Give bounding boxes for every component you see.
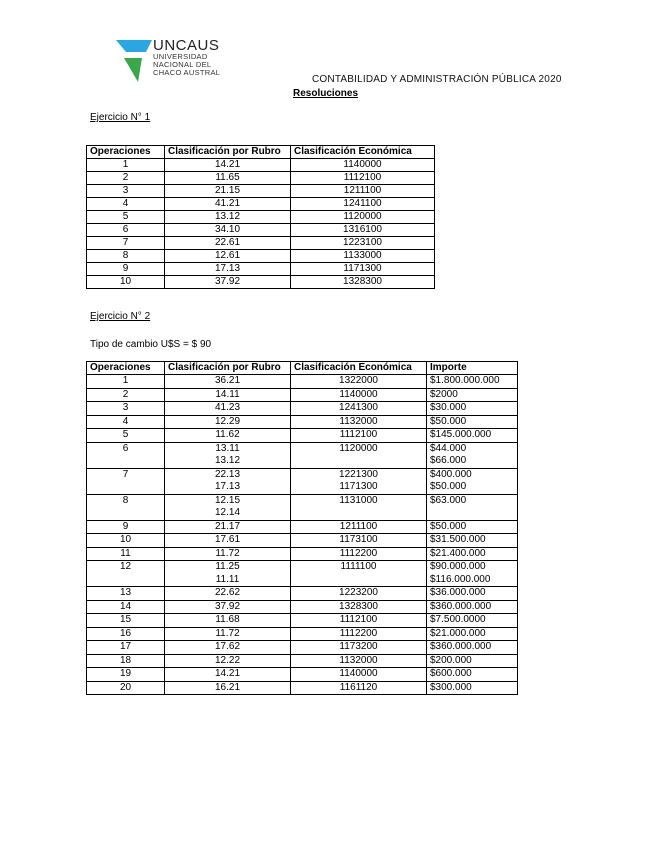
cell-line: 12.29: [214, 415, 241, 427]
cell-line: 1328300: [339, 600, 378, 612]
cell-operacion: 5: [87, 211, 165, 224]
course-title: CONTABILIDAD Y ADMINISTRACIÓN PÚBLICA 2020: [312, 74, 562, 85]
cell-importe: [427, 494, 518, 520]
cell-economica: [291, 494, 427, 520]
cell-line: $400.000: [430, 468, 472, 480]
cell-economica: [291, 468, 427, 494]
cell-line: 1132000: [339, 415, 378, 427]
cell-line: 1173200: [339, 641, 378, 652]
cell-line: 1132000: [339, 654, 378, 666]
cell-operacion: [87, 534, 165, 548]
cell-line: 11.72: [215, 627, 240, 639]
cell-line: 16.21: [214, 681, 241, 693]
cell-line: 3: [122, 402, 129, 413]
cell-operacion: [87, 520, 165, 534]
table-row: [87, 211, 435, 224]
table-row: [87, 172, 435, 185]
col-header-economica: Clasificación Económica: [291, 362, 427, 375]
cell-line: $1.800.000.000: [430, 375, 500, 386]
cell-rubro: [165, 415, 291, 429]
cell-rubro: [165, 494, 291, 520]
cell-rubro: [165, 388, 291, 402]
cell-importe: [427, 654, 518, 668]
cell-line: 11.11: [215, 573, 240, 585]
col-header-rubro: Clasificación por Rubro: [165, 146, 291, 159]
exercise-2-table: [86, 361, 518, 695]
cell-rubro: [165, 402, 291, 416]
cell-operacion: [87, 468, 165, 494]
cell-operacion: [87, 654, 165, 668]
table-row: [87, 224, 435, 237]
cell-line: 8: [122, 494, 129, 506]
cell-operacion: 4: [87, 198, 165, 211]
table-header-row: [87, 362, 518, 375]
cell-line: 1241300: [339, 402, 378, 413]
cell-line: $36.000.000: [430, 587, 486, 598]
cell-line: 41.23: [214, 402, 241, 413]
cell-operacion: [87, 494, 165, 520]
cell-line: $31.500.000: [430, 534, 486, 545]
cell-line: 14.11: [215, 388, 240, 400]
table-row: [87, 587, 518, 601]
cell-rubro: [165, 468, 291, 494]
cell-economica: 1133000: [291, 250, 435, 263]
cell-economica: [291, 375, 427, 389]
cell-economica: [291, 681, 427, 695]
cell-line: 12.22: [214, 654, 241, 666]
cell-line: 1112100: [339, 429, 378, 440]
cell-operacion: [87, 402, 165, 416]
cell-importe: [427, 641, 518, 655]
cell-line: 10: [119, 534, 132, 545]
cell-economica: [291, 442, 427, 468]
table-row: [87, 520, 518, 534]
cell-rubro: 17.13: [165, 263, 291, 276]
cell-economica: 1120000: [291, 211, 435, 224]
cell-operacion: [87, 442, 165, 468]
cell-line: 22.13: [214, 468, 241, 480]
cell-importe: [427, 587, 518, 601]
cell-operacion: [87, 641, 165, 655]
table-row: [87, 547, 518, 561]
cell-importe: [427, 681, 518, 695]
cell-rubro: [165, 442, 291, 468]
cell-operacion: [87, 561, 165, 587]
exercise-1-table: [86, 145, 435, 289]
cell-rubro: 41.21: [165, 198, 291, 211]
cell-line: 14.21: [214, 668, 241, 679]
cell-economica: 1316100: [291, 224, 435, 237]
cell-rubro: [165, 668, 291, 682]
cell-line: 11.72: [215, 547, 240, 559]
cell-rubro: 37.92: [165, 276, 291, 289]
cell-line: 1223200: [339, 587, 378, 598]
cell-line: 22.62: [214, 587, 241, 598]
university-logo: [116, 38, 236, 84]
cell-line: 1111100: [340, 561, 377, 572]
cell-line: 1211100: [339, 520, 378, 532]
cell-rubro: [165, 429, 291, 443]
table-row: [87, 429, 518, 443]
cell-line: 5: [122, 429, 129, 440]
logo-sub-1: UNIVERSIDAD: [153, 52, 208, 61]
page-subtitle: Resoluciones: [293, 88, 359, 99]
cell-line: 12.14: [214, 507, 241, 518]
cell-importe: [427, 415, 518, 429]
table-row: [87, 198, 435, 211]
cell-line: 1171300: [339, 481, 378, 492]
cell-rubro: [165, 627, 291, 641]
cell-economica: [291, 614, 427, 628]
cell-line: $360.000.000: [430, 641, 492, 652]
table-row: [87, 561, 518, 587]
cell-economica: [291, 547, 427, 561]
cell-rubro: 12.61: [165, 250, 291, 263]
cell-rubro: 14.21: [165, 159, 291, 172]
cell-economica: [291, 641, 427, 655]
cell-line: 14: [119, 600, 132, 612]
cell-economica: [291, 429, 427, 443]
cell-line: $44.000: [430, 442, 467, 454]
table-row: [87, 402, 518, 416]
cell-line: $21.400.000: [430, 547, 486, 559]
cell-economica: [291, 654, 427, 668]
cell-line: 1112200: [339, 627, 378, 639]
cell-line: 9: [122, 520, 129, 532]
cell-rubro: [165, 587, 291, 601]
table-row: [87, 681, 518, 695]
cell-rubro: [165, 534, 291, 548]
cell-line: 18: [119, 654, 132, 666]
table-row: [87, 627, 518, 641]
cell-operacion: [87, 614, 165, 628]
cell-operacion: 3: [87, 185, 165, 198]
cell-economica: 1140000: [291, 159, 435, 172]
table-row: [87, 237, 435, 250]
cell-importe: [427, 614, 518, 628]
cell-line: 7: [122, 468, 129, 480]
table-row: [87, 185, 435, 198]
cell-line: $21.000.000: [430, 627, 486, 639]
cell-line: 11: [120, 547, 131, 559]
cell-rubro: [165, 600, 291, 614]
cell-operacion: [87, 681, 165, 695]
cell-importe: [427, 468, 518, 494]
cell-line: $50.000: [430, 415, 467, 427]
table-row: [87, 600, 518, 614]
cell-importe: [427, 534, 518, 548]
cell-economica: 1211100: [291, 185, 435, 198]
cell-economica: [291, 627, 427, 641]
cell-line: 12.15: [214, 494, 241, 506]
cell-operacion: [87, 415, 165, 429]
cell-importe: [427, 388, 518, 402]
cell-economica: [291, 415, 427, 429]
cell-line: 13: [119, 587, 132, 598]
cell-line: $66.000: [430, 455, 467, 466]
cell-line: 21.17: [214, 520, 241, 532]
cell-line: 6: [122, 442, 129, 454]
cell-line: $63.000: [430, 494, 467, 506]
table-row: [87, 276, 435, 289]
cell-line: 17.61: [214, 534, 241, 545]
cell-importe: [427, 402, 518, 416]
table-row: [87, 668, 518, 682]
cell-line: 17.62: [214, 641, 241, 652]
cell-line: 19: [119, 668, 132, 679]
cell-line: $200.000: [430, 654, 472, 666]
cell-operacion: 10: [87, 276, 165, 289]
cell-line: 1: [122, 375, 129, 386]
table-row: [87, 468, 518, 494]
exchange-rate: Tipo de cambio U$S = $ 90: [90, 339, 212, 350]
table-row: [87, 375, 518, 389]
cell-rubro: [165, 375, 291, 389]
cell-line: 2: [122, 388, 129, 400]
col-header-operaciones: Operaciones: [87, 362, 165, 375]
cell-importe: [427, 561, 518, 587]
cell-operacion: [87, 587, 165, 601]
col-header-operaciones: Operaciones: [87, 146, 165, 159]
cell-rubro: [165, 681, 291, 695]
cell-line: $600.000: [430, 668, 472, 679]
cell-importe: [427, 442, 518, 468]
table-row: [87, 415, 518, 429]
col-header-economica: Clasificación Económica: [291, 146, 435, 159]
cell-line: 4: [122, 415, 129, 427]
cell-economica: [291, 388, 427, 402]
cell-rubro: 13.12: [165, 211, 291, 224]
cell-economica: [291, 587, 427, 601]
cell-rubro: [165, 614, 291, 628]
table-header-row: [87, 146, 435, 159]
uncaus-emblem-icon: [116, 38, 154, 84]
cell-operacion: [87, 627, 165, 641]
cell-economica: 1241100: [291, 198, 435, 211]
cell-line: 20: [119, 681, 132, 693]
table-row: [87, 614, 518, 628]
cell-economica: 1328300: [291, 276, 435, 289]
cell-line: 1161120: [339, 681, 378, 693]
cell-line: $90.000.000: [430, 561, 486, 572]
cell-line: 11.68: [215, 614, 240, 625]
cell-rubro: 11.65: [165, 172, 291, 185]
cell-operacion: 1: [87, 159, 165, 172]
logo-sub-3: CHACO AUSTRAL: [153, 68, 221, 77]
table-row: [87, 654, 518, 668]
cell-operacion: [87, 388, 165, 402]
table-row: [87, 534, 518, 548]
cell-operacion: [87, 547, 165, 561]
cell-importe: [427, 627, 518, 641]
table-row: [87, 250, 435, 263]
cell-economica: [291, 668, 427, 682]
cell-operacion: 2: [87, 172, 165, 185]
cell-line: $30.000: [430, 402, 467, 413]
cell-economica: 1223100: [291, 237, 435, 250]
cell-line: 11.62: [215, 429, 240, 440]
cell-line: 1120000: [339, 442, 378, 454]
cell-rubro: 34.10: [165, 224, 291, 237]
cell-operacion: 9: [87, 263, 165, 276]
cell-operacion: [87, 429, 165, 443]
cell-economica: 1171300: [291, 263, 435, 276]
cell-importe: [427, 600, 518, 614]
cell-importe: [427, 668, 518, 682]
cell-line: 17.13: [214, 481, 241, 492]
table-row: [87, 494, 518, 520]
exercise-1-title: Ejercicio N° 1: [90, 112, 151, 123]
cell-line: 11.25: [215, 561, 240, 572]
cell-rubro: [165, 520, 291, 534]
cell-economica: [291, 561, 427, 587]
cell-line: $300.000: [430, 681, 472, 693]
cell-line: $145.000.000: [430, 429, 492, 440]
cell-rubro: 21.15: [165, 185, 291, 198]
exercise-2-title: Ejercicio N° 2: [90, 311, 151, 322]
cell-operacion: [87, 668, 165, 682]
cell-line: $7.500.0000: [430, 614, 486, 625]
cell-operacion: 8: [87, 250, 165, 263]
cell-line: 1131000: [339, 494, 378, 506]
cell-line: 1112200: [339, 547, 378, 559]
table-row: [87, 263, 435, 276]
cell-rubro: [165, 547, 291, 561]
cell-economica: [291, 600, 427, 614]
cell-line: 1173100: [339, 534, 378, 545]
col-header-importe: Importe: [427, 362, 518, 375]
cell-line: 1112100: [339, 614, 378, 625]
cell-economica: 1112100: [291, 172, 435, 185]
cell-operacion: [87, 375, 165, 389]
cell-line: 16: [119, 627, 132, 639]
cell-line: $116.000.000: [430, 573, 491, 585]
cell-line: 1140000: [339, 388, 378, 400]
cell-line: 15: [119, 614, 132, 625]
table-row: [87, 641, 518, 655]
cell-line: 1221300: [339, 468, 378, 480]
cell-line: $50.000: [430, 481, 467, 492]
cell-line: $50.000: [430, 520, 467, 532]
cell-importe: [427, 520, 518, 534]
cell-operacion: 6: [87, 224, 165, 237]
cell-rubro: [165, 561, 291, 587]
logo-sub-2: NACIONAL DEL: [153, 60, 212, 69]
cell-line: 13.11: [215, 442, 240, 454]
cell-line: $360.000.000: [430, 600, 492, 612]
cell-importe: [427, 547, 518, 561]
table-row: [87, 159, 435, 172]
cell-operacion: 7: [87, 237, 165, 250]
cell-economica: [291, 402, 427, 416]
cell-line: 1322000: [339, 375, 378, 386]
cell-operacion: [87, 600, 165, 614]
cell-importe: [427, 429, 518, 443]
logo-name: UNCAUS: [153, 37, 220, 54]
cell-rubro: [165, 654, 291, 668]
cell-line: 36.21: [214, 375, 241, 386]
cell-line: $2000: [430, 388, 458, 400]
cell-line: 37.92: [214, 600, 241, 612]
cell-economica: [291, 520, 427, 534]
col-header-rubro: Clasificación por Rubro: [165, 362, 291, 375]
cell-line: 12: [119, 561, 132, 572]
table-row: [87, 442, 518, 468]
table-row: [87, 388, 518, 402]
cell-economica: [291, 534, 427, 548]
cell-line: 17: [119, 641, 132, 652]
cell-line: 13.12: [214, 455, 241, 466]
cell-rubro: 22.61: [165, 237, 291, 250]
cell-importe: [427, 375, 518, 389]
cell-rubro: [165, 641, 291, 655]
cell-line: 1140000: [339, 668, 378, 679]
